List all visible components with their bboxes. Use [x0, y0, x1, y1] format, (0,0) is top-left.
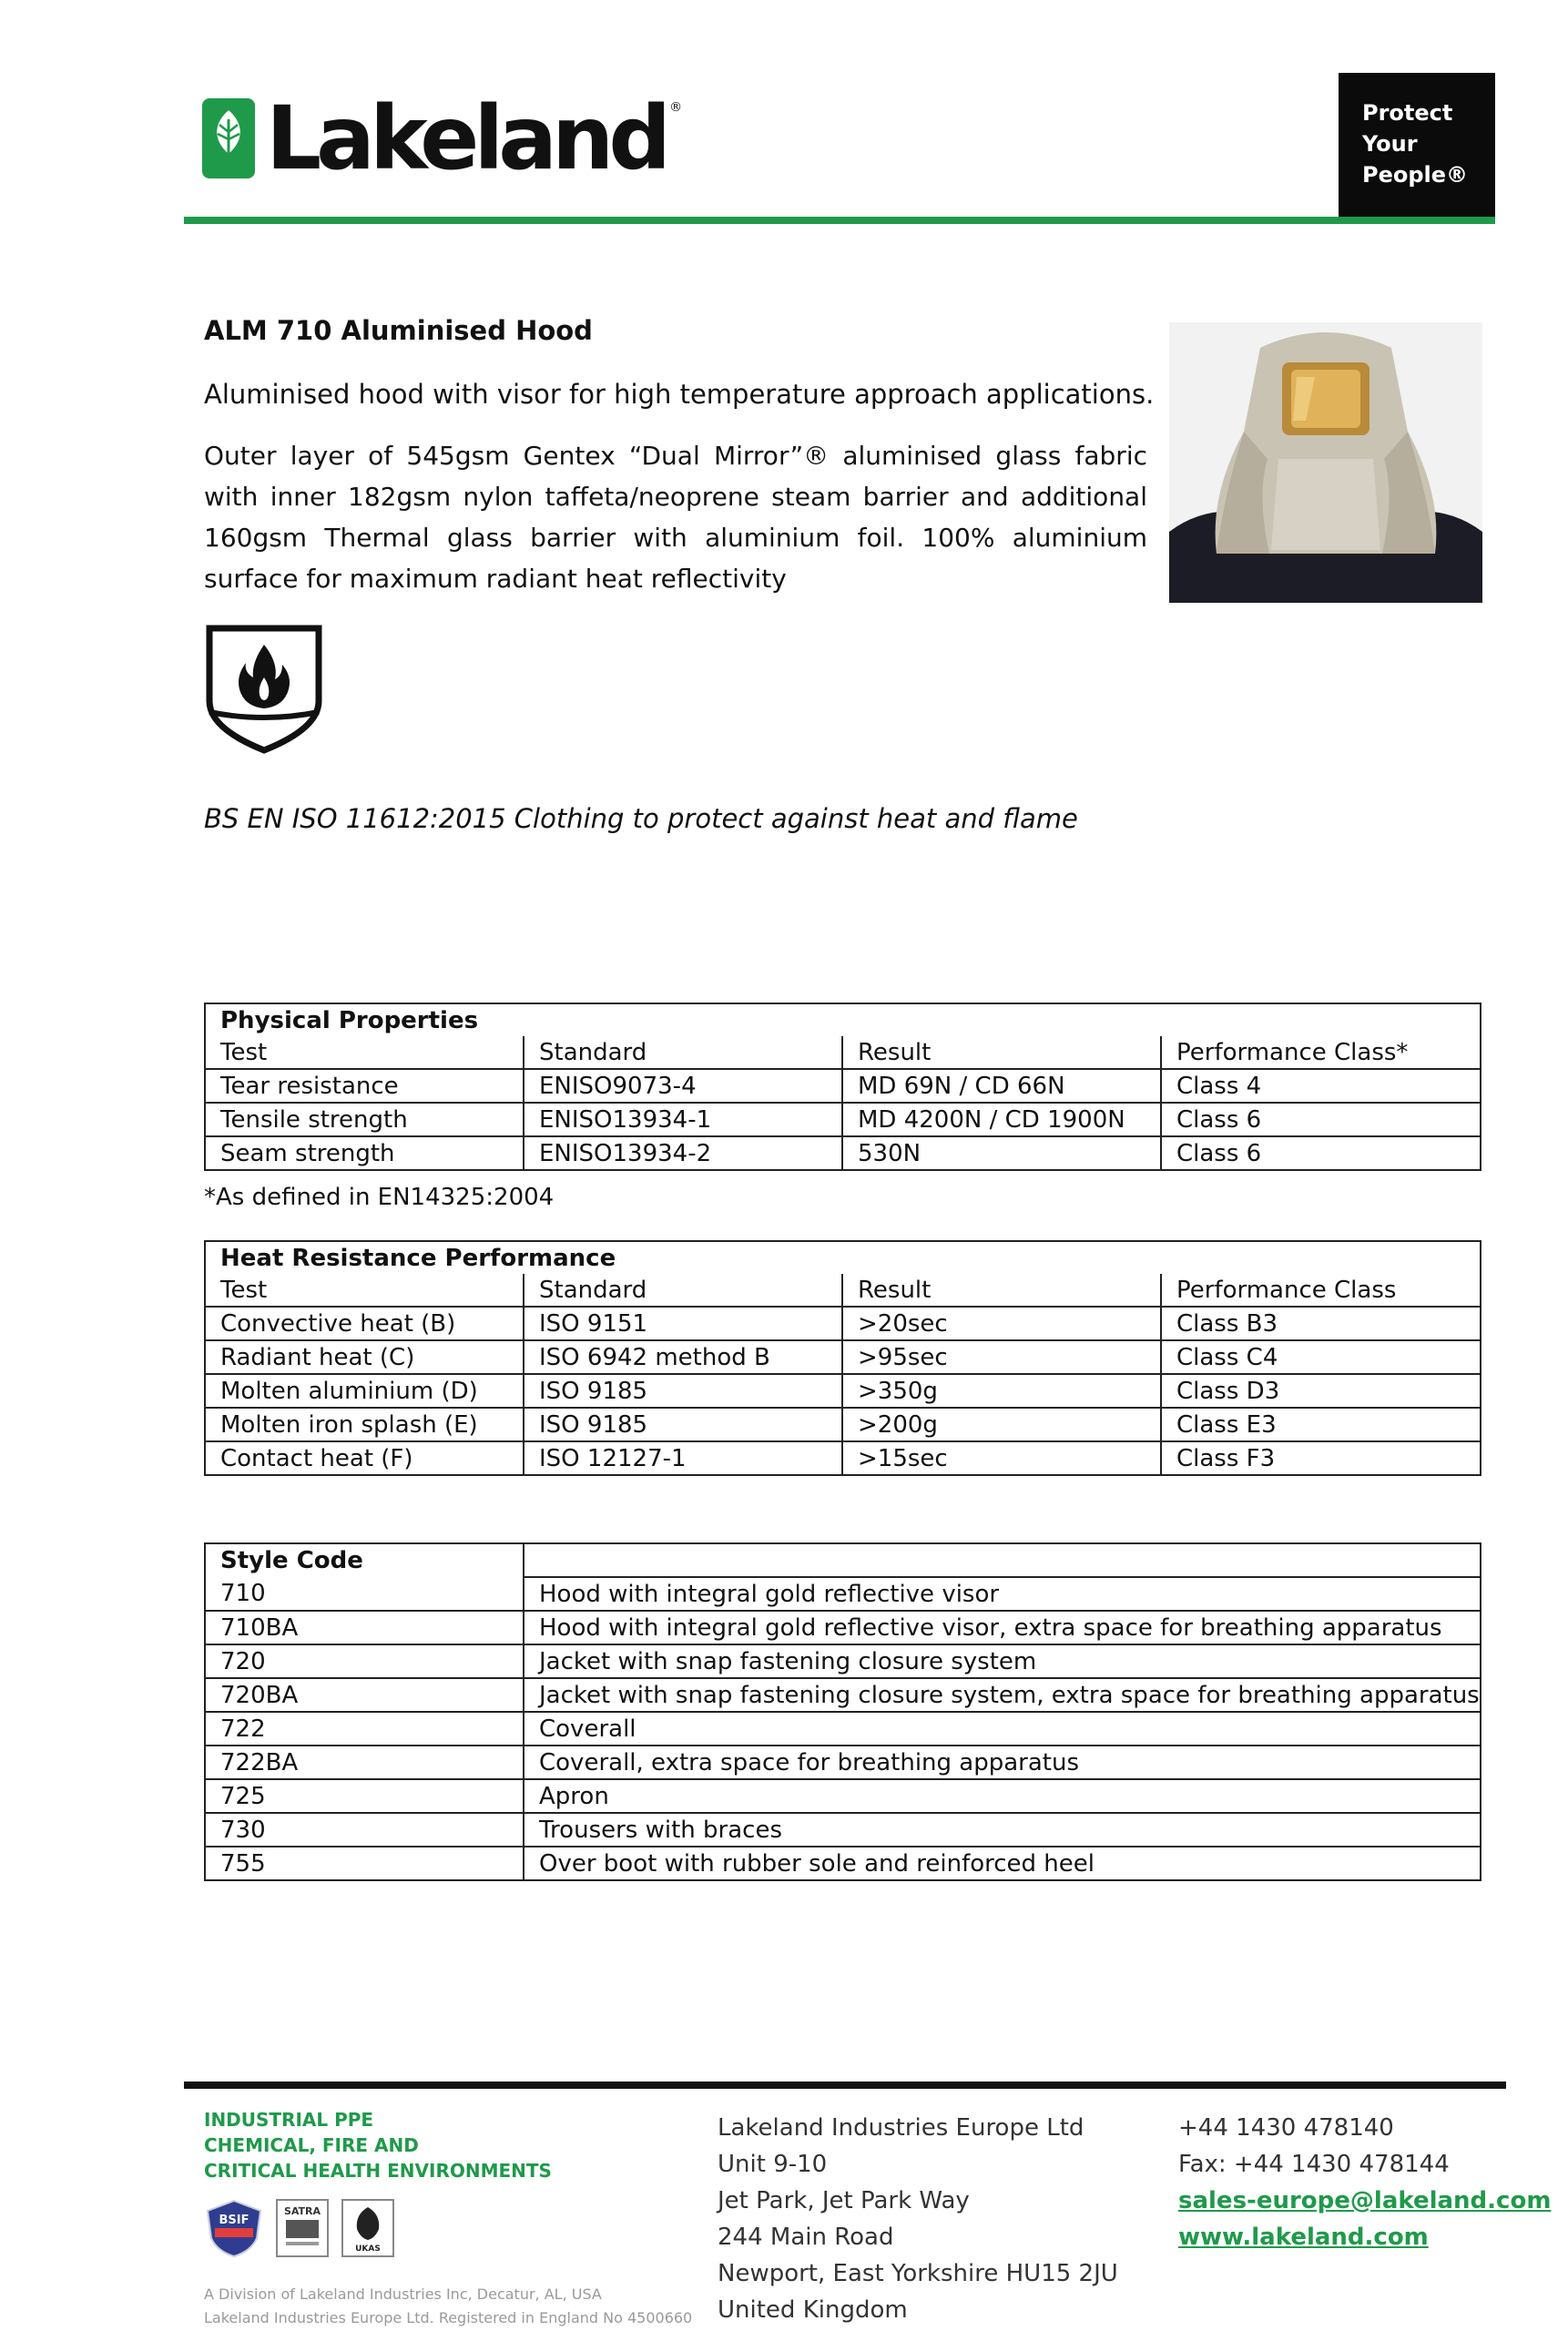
style-code-cell: 722BA	[205, 1746, 524, 1779]
address-line: Newport, East Yorkshire HU15 2JU	[718, 2260, 1118, 2287]
table-footnote: *As defined in EN14325:2004	[204, 1184, 555, 1211]
table-row	[205, 1847, 1481, 1880]
style-description-cell: Over boot with rubber sole and reinforced heel	[524, 1847, 1481, 1880]
ukas-badge-icon	[341, 2198, 395, 2258]
table-row	[205, 1577, 1481, 1611]
column-header: Standard	[524, 1274, 842, 1307]
table-heading-empty	[524, 1543, 1481, 1577]
style-description-cell: Trousers with braces	[524, 1813, 1481, 1847]
address-line: Unit 9-10	[718, 2151, 828, 2178]
table-row	[205, 1813, 1481, 1847]
product-intro: Aluminised hood with visor for high temperature approach applications.	[204, 379, 1155, 410]
column-header: Result	[842, 1036, 1161, 1069]
table-cell: >200g	[842, 1408, 1161, 1441]
style-code-table	[204, 1542, 1481, 1881]
table-row	[205, 1340, 1481, 1374]
table-cell: >20sec	[842, 1307, 1161, 1340]
table-cell: 530N	[842, 1136, 1161, 1170]
table-heading: Heat Resistance Performance	[205, 1241, 1481, 1274]
table-cell: ISO 9151	[524, 1307, 842, 1340]
website-link[interactable]: www.lakeland.com	[1178, 2224, 1429, 2251]
product-title: ALM 710 Aluminised Hood	[204, 315, 593, 346]
accreditation-badges	[204, 2198, 395, 2258]
table-cell: Tear resistance	[205, 1069, 524, 1103]
table-cell: ISO 6942 method B	[524, 1340, 842, 1374]
column-header: Standard	[524, 1036, 842, 1069]
style-description-cell: Coverall, extra space for breathing apparatus	[524, 1746, 1481, 1779]
table-cell: ISO 9185	[524, 1374, 842, 1408]
product-description: Outer layer of 545gsm Gentex “Dual Mirror”® aluminised glass fabric with inner 182gsm nylon taffeta/neoprene steam barrier and additional 160gsm Thermal glass barrier with aluminium foil. 100% aluminium surface for maximum radiant heat reflectivity	[204, 441, 1147, 594]
svg-text:SATRA: SATRA	[283, 2205, 321, 2217]
style-code-cell: 755	[205, 1847, 524, 1880]
heat-flame-shield-icon	[204, 623, 324, 756]
table-row	[205, 1069, 1481, 1103]
tagline-line: Your	[1362, 131, 1418, 157]
table-heading: Style Code	[205, 1543, 524, 1577]
tagline-line: People®	[1362, 162, 1469, 188]
table-cell: Convective heat (B)	[205, 1307, 524, 1340]
satra-badge-icon	[275, 2198, 330, 2258]
lakeland-logo	[202, 87, 683, 189]
table-header-row	[205, 1274, 1481, 1307]
phone-number: +44 1430 478140	[1178, 2114, 1394, 2142]
table-cell: Contact heat (F)	[205, 1441, 524, 1475]
fax-number: Fax: +44 1430 478144	[1178, 2151, 1450, 2178]
table-row	[205, 1408, 1481, 1441]
physical-properties-table	[204, 1003, 1481, 1171]
logo-registered-mark: ®	[669, 100, 683, 115]
footer-tagline: CRITICAL HEALTH ENVIRONMENTS	[204, 2160, 552, 2182]
table-row	[205, 1441, 1481, 1475]
table-row	[205, 1746, 1481, 1779]
table-row	[205, 1103, 1481, 1136]
table-cell: Class B3	[1161, 1307, 1481, 1340]
table-row	[205, 1644, 1481, 1678]
table-row	[205, 1307, 1481, 1340]
table-cell: ENISO13934-2	[524, 1136, 842, 1170]
heat-resistance-table	[204, 1240, 1481, 1476]
address-line: United Kingdom	[718, 2296, 908, 2324]
table-cell: >350g	[842, 1374, 1161, 1408]
svg-text:BSIF: BSIF	[219, 2214, 249, 2227]
table-cell: Tensile strength	[205, 1103, 524, 1136]
standard-reference: BS EN ISO 11612:2015 Clothing to protect against heat and flame	[204, 803, 1078, 834]
style-description-cell: Jacket with snap fastening closure system	[524, 1644, 1481, 1678]
table-cell: Class D3	[1161, 1374, 1481, 1408]
column-header: Result	[842, 1274, 1161, 1307]
table-cell: MD 4200N / CD 1900N	[842, 1103, 1161, 1136]
table-row	[205, 1374, 1481, 1408]
svg-text:UKAS: UKAS	[355, 2244, 381, 2254]
style-code-cell: 730	[205, 1813, 524, 1847]
table-cell: Class 4	[1161, 1069, 1481, 1103]
table-cell: Class E3	[1161, 1408, 1481, 1441]
column-header: Test	[205, 1274, 524, 1307]
footer-tagline: CHEMICAL, FIRE AND	[204, 2134, 419, 2156]
address-line: Lakeland Industries Europe Ltd	[718, 2114, 1084, 2142]
footer-division-note: A Division of Lakeland Industries Inc, Decatur, AL, USA	[204, 2285, 602, 2303]
footer-divider	[184, 2082, 1506, 2089]
table-cell: Seam strength	[205, 1136, 524, 1170]
tagline-box	[1339, 73, 1495, 217]
table-heading-row	[205, 1543, 1481, 1577]
table-cell: Molten aluminium (D)	[205, 1374, 524, 1408]
table-row	[205, 1611, 1481, 1644]
footer-registration-note: Lakeland Industries Europe Ltd. Registered in England No 4500660	[204, 2309, 693, 2326]
table-cell: Class F3	[1161, 1441, 1481, 1475]
footer-tagline: INDUSTRIAL PPE	[204, 2109, 374, 2131]
table-heading-row	[205, 1241, 1481, 1274]
style-description-cell: Apron	[524, 1779, 1481, 1813]
style-code-cell: 710BA	[205, 1611, 524, 1644]
table-row	[205, 1136, 1481, 1170]
logo-wordmark: Lakeland	[266, 87, 667, 189]
style-code-cell: 720	[205, 1644, 524, 1678]
table-cell: >15sec	[842, 1441, 1161, 1475]
table-cell: ENISO9073-4	[524, 1069, 842, 1103]
address-line: Jet Park, Jet Park Way	[718, 2187, 970, 2214]
tagline-line: Protect	[1362, 100, 1453, 126]
table-cell: Class 6	[1161, 1103, 1481, 1136]
email-link[interactable]: sales-europe@lakeland.com	[1178, 2187, 1552, 2214]
style-description-cell: Hood with integral gold reflective visor, extra space for breathing apparatus	[524, 1611, 1481, 1644]
table-cell: Molten iron splash (E)	[205, 1408, 524, 1441]
table-heading: Physical Properties	[205, 1003, 1481, 1036]
style-code-cell: 720BA	[205, 1678, 524, 1712]
style-description-cell: Coverall	[524, 1712, 1481, 1746]
style-code-cell: 710	[205, 1577, 524, 1611]
leaf-icon	[202, 98, 255, 178]
table-cell: ISO 12127-1	[524, 1441, 842, 1475]
table-cell: Class C4	[1161, 1340, 1481, 1374]
product-photo	[1169, 322, 1482, 603]
table-cell: ISO 9185	[524, 1408, 842, 1441]
table-cell: MD 69N / CD 66N	[842, 1069, 1161, 1103]
address-line: 244 Main Road	[718, 2224, 894, 2251]
style-description-cell: Jacket with snap fastening closure system, extra space for breathing apparatus	[524, 1678, 1481, 1712]
column-header: Performance Class	[1161, 1274, 1481, 1307]
style-code-cell: 722	[205, 1712, 524, 1746]
table-header-row	[205, 1036, 1481, 1069]
style-description-cell: Hood with integral gold reflective visor	[524, 1577, 1481, 1611]
style-code-cell: 725	[205, 1779, 524, 1813]
column-header: Performance Class*	[1161, 1036, 1481, 1069]
table-row	[205, 1678, 1481, 1712]
bsif-badge-icon	[204, 2198, 264, 2258]
table-heading-row	[205, 1003, 1481, 1036]
table-cell: Class 6	[1161, 1136, 1481, 1170]
table-cell: >95sec	[842, 1340, 1161, 1374]
header-divider	[184, 217, 1495, 224]
table-row	[205, 1712, 1481, 1746]
table-row	[205, 1779, 1481, 1813]
table-cell: Radiant heat (C)	[205, 1340, 524, 1374]
table-cell: ENISO13934-1	[524, 1103, 842, 1136]
column-header: Test	[205, 1036, 524, 1069]
